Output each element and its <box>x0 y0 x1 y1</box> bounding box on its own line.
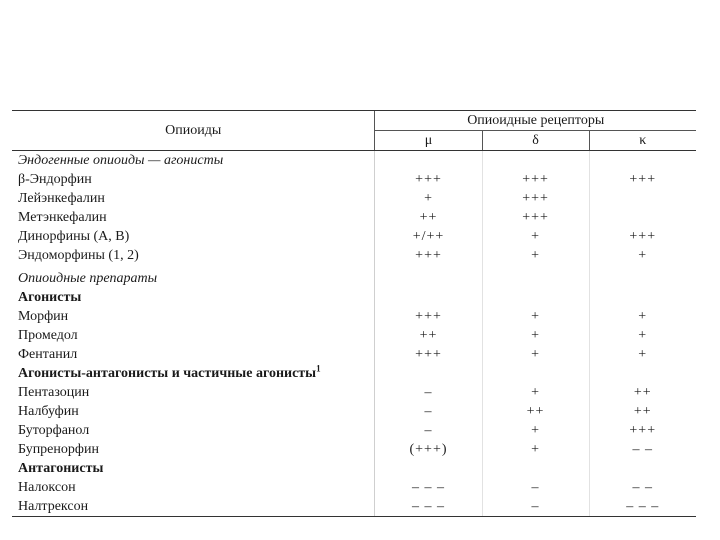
affinity-kappa: + <box>589 246 696 265</box>
group-heading-row <box>12 364 696 383</box>
row-label: Антагонисты <box>18 460 104 476</box>
opioid-name <box>12 440 375 459</box>
affinity-mu <box>375 459 482 478</box>
affinity-delta: +++ <box>482 189 589 208</box>
opioid-receptor-table-page <box>12 110 696 517</box>
affinity-mu: +++ <box>375 345 482 364</box>
affinity-kappa <box>589 151 696 171</box>
row-label: Агонисты-антагонисты и частичные агонисты <box>18 365 317 381</box>
affinity-kappa <box>589 364 696 383</box>
affinity-delta <box>482 459 589 478</box>
opioid-name <box>12 208 375 227</box>
row-label: Агонисты <box>18 289 82 305</box>
group-heading <box>12 364 375 383</box>
row-label: Налбуфин <box>18 403 79 419</box>
affinity-delta: + <box>482 307 589 326</box>
affinity-mu: – <box>375 402 482 421</box>
section-heading-row <box>12 151 696 171</box>
row-label: Пентазоцин <box>18 384 90 400</box>
table-row <box>12 478 696 497</box>
group-heading-row <box>12 288 696 307</box>
affinity-delta: ++ <box>482 402 589 421</box>
affinity-mu: ++ <box>375 208 482 227</box>
table-row <box>12 208 696 227</box>
row-label: Фентанил <box>18 346 78 362</box>
affinity-mu <box>375 364 482 383</box>
table-row <box>12 227 696 246</box>
table-row <box>12 440 696 459</box>
table-row <box>12 189 696 208</box>
affinity-mu: +++ <box>375 307 482 326</box>
affinity-kappa <box>589 269 696 288</box>
affinity-mu: +++ <box>375 170 482 189</box>
row-label: Метэнкефалин <box>18 209 107 225</box>
affinity-delta: + <box>482 227 589 246</box>
opioid-name <box>12 170 375 189</box>
opioid-name <box>12 497 375 517</box>
row-label: Бупренорфин <box>18 441 99 457</box>
affinity-kappa <box>589 189 696 208</box>
affinity-kappa <box>589 288 696 307</box>
affinity-kappa <box>589 459 696 478</box>
affinity-mu: (+++) <box>375 440 482 459</box>
row-label: Эндогенные опиоиды — агонисты <box>18 152 224 168</box>
affinity-kappa <box>589 208 696 227</box>
row-label: Налтрексон <box>18 498 89 514</box>
affinity-delta <box>482 364 589 383</box>
section-heading-row <box>12 269 696 288</box>
opioid-name <box>12 189 375 208</box>
affinity-mu <box>375 288 482 307</box>
opioid-receptor-table <box>12 110 696 517</box>
affinity-delta <box>482 151 589 171</box>
affinity-kappa: + <box>589 307 696 326</box>
row-label: Лейэнкефалин <box>18 190 105 206</box>
affinity-delta: + <box>482 326 589 345</box>
header-delta: δ <box>482 131 589 151</box>
group-heading-row <box>12 459 696 478</box>
opioid-name <box>12 478 375 497</box>
row-label: Налоксон <box>18 479 76 495</box>
opioid-name <box>12 326 375 345</box>
row-label: Буторфанол <box>18 422 90 438</box>
table-row <box>12 402 696 421</box>
affinity-kappa: ++ <box>589 402 696 421</box>
table-row <box>12 345 696 364</box>
affinity-kappa: +++ <box>589 227 696 246</box>
affinity-mu: – – – <box>375 478 482 497</box>
affinity-delta: + <box>482 440 589 459</box>
affinity-kappa: – – – <box>589 497 696 517</box>
affinity-delta: + <box>482 246 589 265</box>
affinity-delta: – <box>482 497 589 517</box>
affinity-kappa: ++ <box>589 383 696 402</box>
row-label: β-Эндорфин <box>18 171 92 187</box>
affinity-kappa: – – <box>589 440 696 459</box>
opioid-name <box>12 421 375 440</box>
affinity-mu <box>375 269 482 288</box>
affinity-mu: +/++ <box>375 227 482 246</box>
affinity-kappa: + <box>589 345 696 364</box>
affinity-delta: +++ <box>482 208 589 227</box>
affinity-delta: + <box>482 345 589 364</box>
opioid-name <box>12 246 375 265</box>
opioid-name <box>12 345 375 364</box>
opioid-name <box>12 383 375 402</box>
row-label: Эндоморфины (1, 2) <box>18 247 139 263</box>
section-heading <box>12 269 375 288</box>
affinity-mu: – – – <box>375 497 482 517</box>
header-opioid-receptors: Опиоидные рецепторы <box>375 111 696 131</box>
table-row <box>12 170 696 189</box>
row-label: Опиоидные препараты <box>18 270 158 286</box>
table-body <box>12 151 696 517</box>
row-label: Динорфины (А, В) <box>18 228 130 244</box>
affinity-delta <box>482 269 589 288</box>
affinity-delta: +++ <box>482 170 589 189</box>
affinity-mu: +++ <box>375 246 482 265</box>
affinity-mu: – <box>375 421 482 440</box>
table-row <box>12 246 696 265</box>
opioid-name <box>12 402 375 421</box>
affinity-mu: + <box>375 189 482 208</box>
table-row <box>12 383 696 402</box>
row-label: Морфин <box>18 308 69 324</box>
table-row <box>12 326 696 345</box>
section-heading <box>12 151 375 171</box>
opioid-name <box>12 307 375 326</box>
affinity-delta: + <box>482 383 589 402</box>
affinity-kappa: +++ <box>589 421 696 440</box>
footnote-marker: 1 <box>316 362 321 373</box>
row-label: Промедол <box>18 327 78 343</box>
affinity-kappa: +++ <box>589 170 696 189</box>
affinity-mu: ++ <box>375 326 482 345</box>
header-mu: μ <box>375 131 482 151</box>
affinity-delta: – <box>482 478 589 497</box>
table-row <box>12 497 696 517</box>
affinity-delta: + <box>482 421 589 440</box>
table-row <box>12 307 696 326</box>
affinity-mu: – <box>375 383 482 402</box>
group-heading <box>12 459 375 478</box>
header-kappa: κ <box>589 131 696 151</box>
table-header <box>12 111 696 151</box>
opioid-name <box>12 227 375 246</box>
affinity-mu <box>375 151 482 171</box>
affinity-delta <box>482 288 589 307</box>
affinity-kappa: – – <box>589 478 696 497</box>
table-row <box>12 421 696 440</box>
group-heading <box>12 288 375 307</box>
affinity-kappa: + <box>589 326 696 345</box>
header-opioids: Опиоиды <box>12 111 375 151</box>
